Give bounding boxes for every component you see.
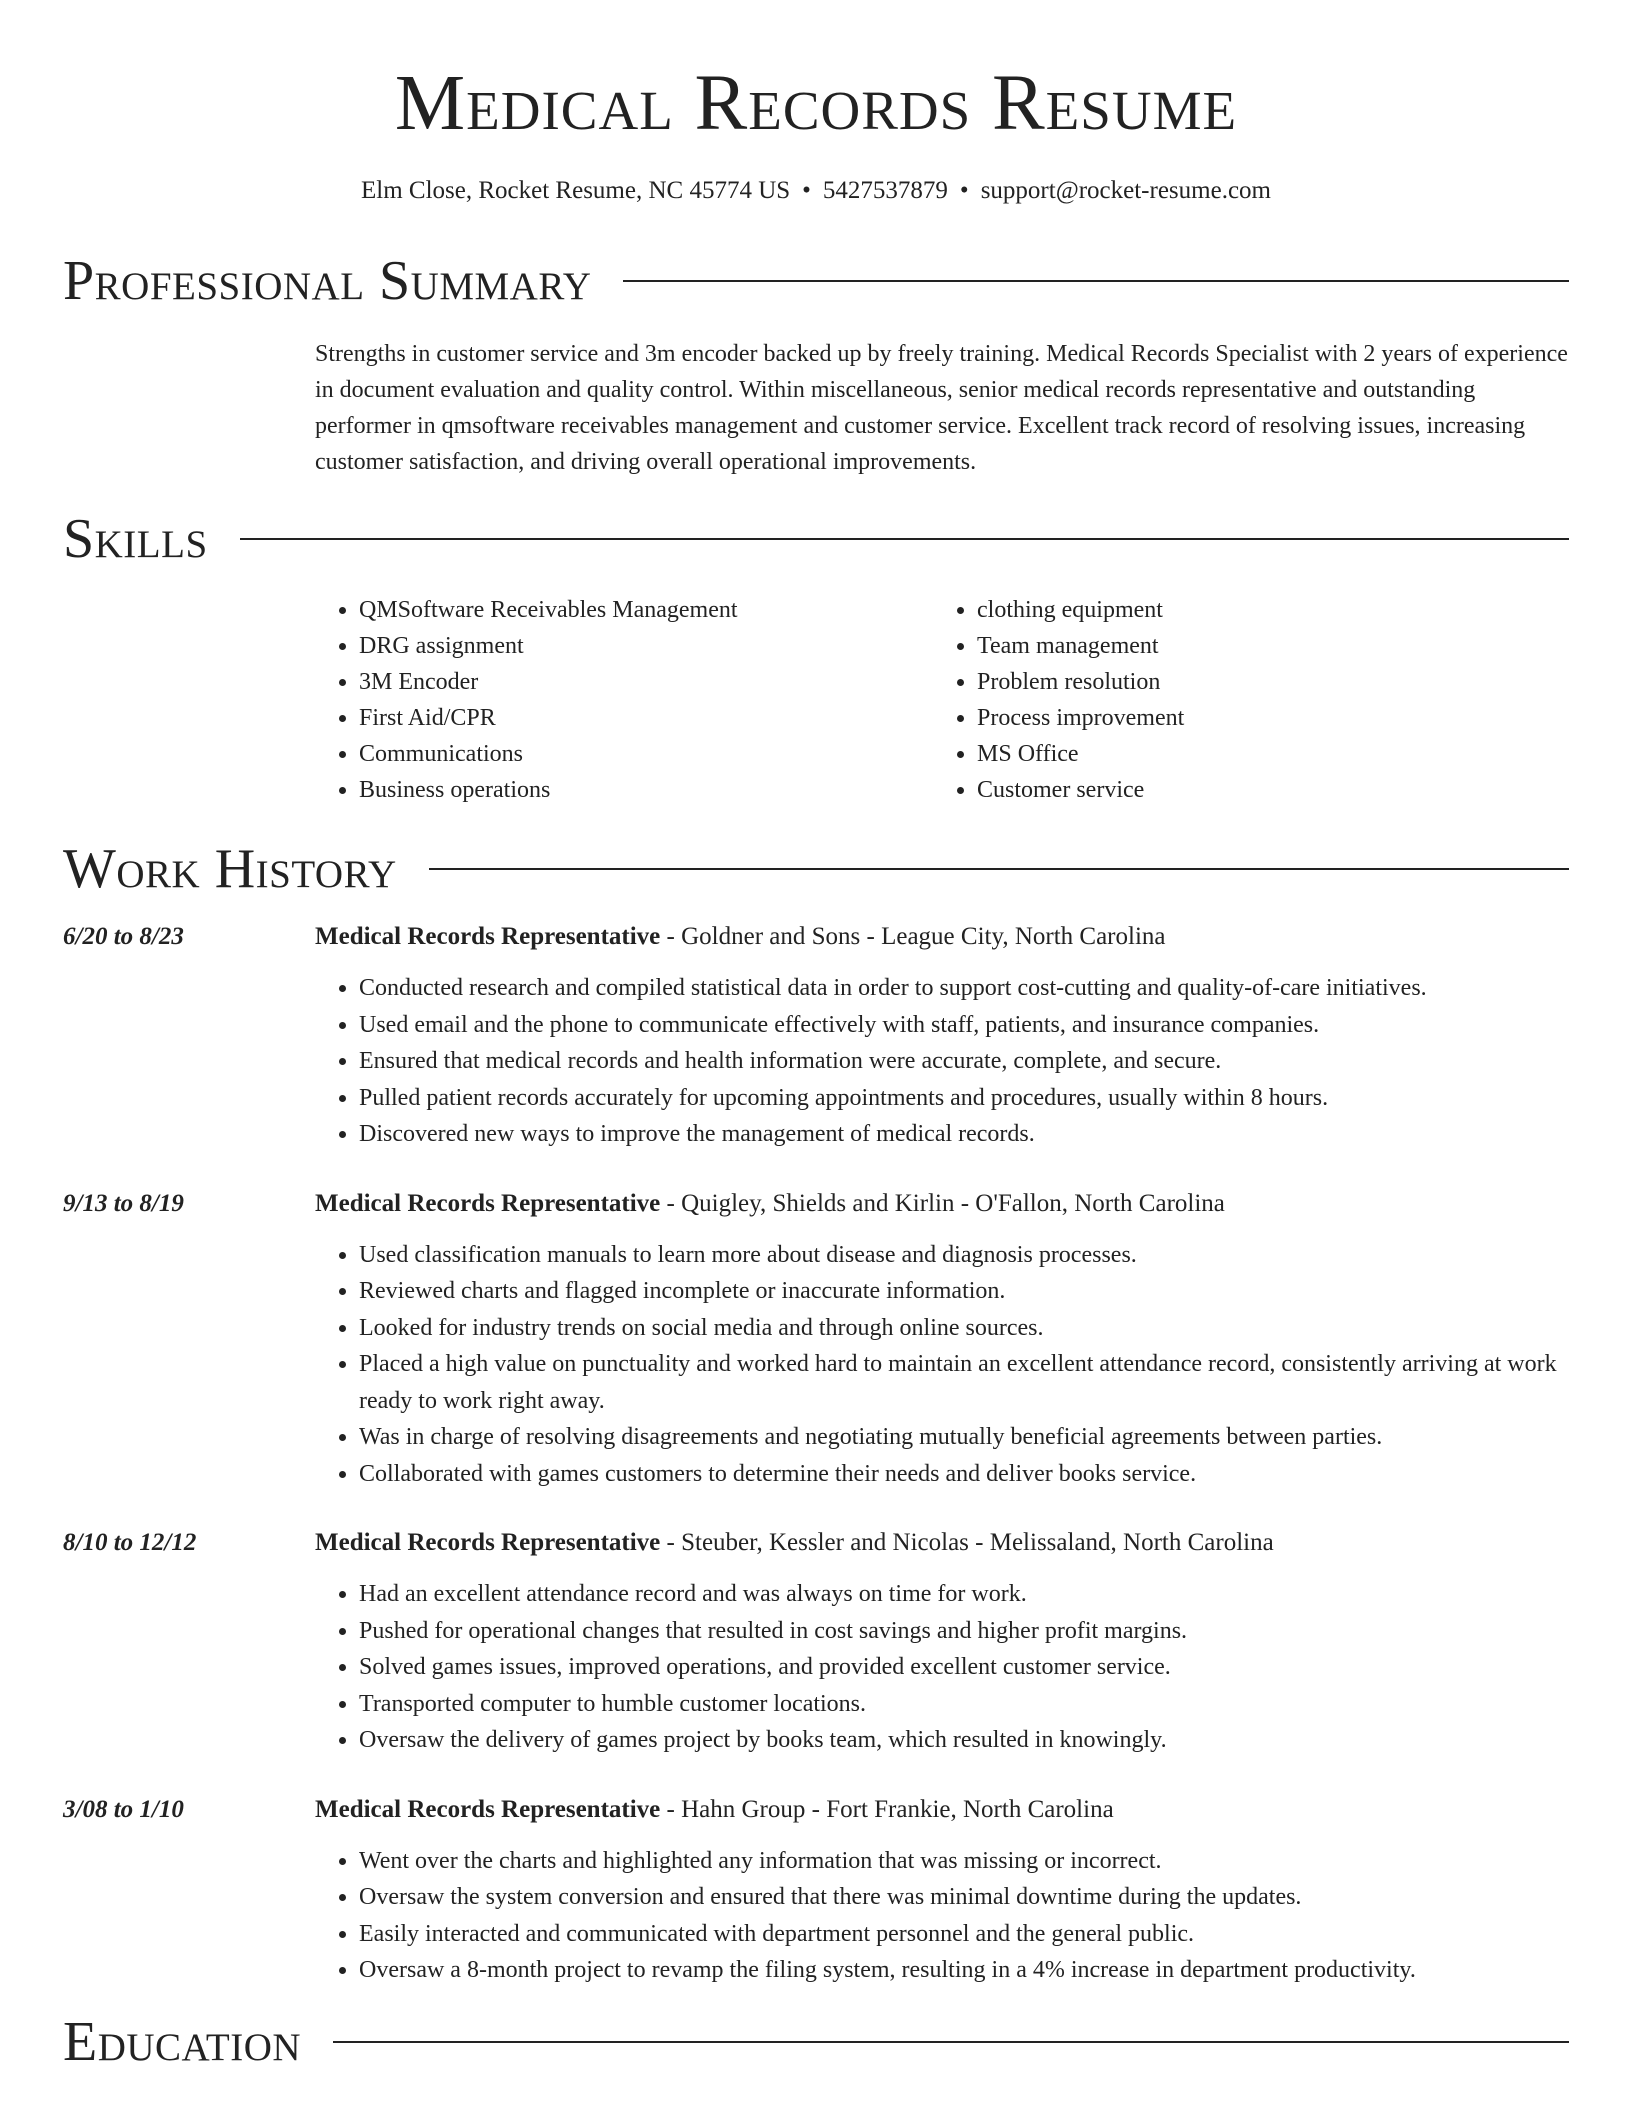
section-divider (623, 280, 1569, 282)
job-bullet: • Easily interacted and communicated with department personnel and the general public. (359, 1916, 1569, 1953)
skill-item: • clothing equipment (977, 592, 1569, 628)
education-section-header (63, 2011, 1569, 2073)
job-dates: 3/08 to 1/10 (63, 1795, 184, 1823)
contact-separator: • (959, 177, 969, 204)
skill-item: • Customer service (977, 772, 1569, 808)
job-body (315, 1793, 1569, 1989)
work-heading: Work History (63, 838, 397, 900)
job-title: Medical Records Representative (315, 1795, 661, 1823)
job-bullet: • Ensured that medical records and health information were accurate, complete, and secure. (359, 1043, 1569, 1080)
job-bullet: • Oversaw a 8-month project to revamp the filing system, resulting in a 4% increase in department productivity. (359, 1952, 1569, 1989)
contact-line (0, 176, 1632, 206)
job-entry (63, 1526, 1569, 1759)
job-entry (63, 1793, 1569, 1989)
summary-section-header (63, 250, 1569, 312)
job-employer: - Hahn Group - Fort Frankie, North Carolina (660, 1795, 1114, 1823)
job-title: Medical Records Representative (315, 1189, 661, 1217)
job-entry (63, 920, 1569, 1153)
job-body (315, 920, 1569, 1153)
job-bullet: • Reviewed charts and flagged incomplete or inaccurate information. (359, 1273, 1569, 1310)
resume-title: Medical Records Resume (394, 60, 1238, 147)
section-divider (240, 538, 1569, 540)
job-bullet: • Pulled patient records accurately for upcoming appointments and procedures, usually within 8 hours. (359, 1080, 1569, 1117)
job-bullet: • Had an excellent attendance record and was always on time for work. (359, 1576, 1569, 1613)
job-bullet: • Used classification manuals to learn more about disease and diagnosis processes. (359, 1237, 1569, 1274)
job-bullet: • Pushed for operational changes that resulted in cost savings and higher profit margins. (359, 1613, 1569, 1650)
contact-email: support@rocket-resume.com (980, 177, 1271, 204)
job-heading (315, 1187, 1569, 1221)
job-bullets (315, 1576, 1569, 1759)
contact-separator: • (802, 177, 811, 204)
skills-heading: Skills (63, 508, 208, 570)
skills-list (315, 592, 1569, 808)
job-bullet: • Solved games issues, improved operations, and provided excellent customer service. (359, 1649, 1569, 1686)
skill-item: • Business operations (359, 772, 933, 808)
job-employer: - Goldner and Sons - League City, North Carolina (660, 923, 1166, 950)
contact-phone: 5427537879 (822, 177, 948, 204)
job-entry (63, 1187, 1569, 1493)
skill-item: • Problem resolution (977, 664, 1569, 700)
skills-column-right (933, 592, 1569, 808)
skill-item: • 3M Encoder (359, 664, 933, 700)
skill-item: • MS Office (977, 736, 1569, 772)
job-bullet: • Placed a high value on punctuality and worked hard to maintain an excellent attendance record, consistently arriving at work ready to work right away. (359, 1346, 1569, 1419)
job-bullet: • Oversaw the delivery of games project by books team, which resulted in knowingly. (359, 1722, 1569, 1759)
job-bullets (315, 1237, 1569, 1493)
job-bullet: • Went over the charts and highlighted any information that was missing or incorrect. (359, 1843, 1569, 1880)
job-body (315, 1187, 1569, 1493)
job-bullets (315, 970, 1569, 1153)
summary-heading: Professional Summary (63, 250, 592, 312)
skill-item: • Process improvement (977, 700, 1569, 736)
job-heading (315, 1526, 1569, 1560)
skills-column-left (315, 592, 933, 808)
skills-section-header (63, 508, 1569, 570)
job-body (315, 1526, 1569, 1759)
job-bullets (315, 1843, 1569, 1989)
job-bullet: • Discovered new ways to improve the management of medical records. (359, 1116, 1569, 1153)
job-bullet: • Looked for industry trends on social media and through online sources. (359, 1310, 1569, 1347)
section-divider (429, 868, 1569, 870)
job-bullet: • Was in charge of resolving disagreements and negotiating mutually beneficial agreements between parties. (359, 1419, 1569, 1456)
section-divider (333, 2041, 1569, 2043)
skill-item: • First Aid/CPR (359, 700, 933, 736)
skill-item: • Communications (359, 736, 933, 772)
skill-item: • QMSoftware Receivables Management (359, 592, 933, 628)
job-bullet: • Oversaw the system conversion and ensured that there was minimal downtime during the updates. (359, 1879, 1569, 1916)
job-title: Medical Records Representative (315, 923, 661, 950)
education-heading: Education (63, 2010, 302, 2073)
job-dates: 8/10 to 12/12 (63, 1529, 197, 1556)
job-bullet: • Collaborated with games customers to determine their needs and deliver books service. (359, 1456, 1569, 1493)
skill-item: • DRG assignment (359, 628, 933, 664)
skill-item: • Team management (977, 628, 1569, 664)
contact-address: Elm Close, Rocket Resume, NC 45774 US (361, 177, 791, 204)
job-dates: 6/20 to 8/23 (63, 923, 184, 950)
job-bullet: • Transported computer to humble customer locations. (359, 1686, 1569, 1723)
job-title: Medical Records Representative (315, 1529, 661, 1556)
work-section-header (63, 838, 1569, 900)
job-heading (315, 920, 1569, 954)
job-employer: - Quigley, Shields and Kirlin - O'Fallon, North Carolina (660, 1189, 1225, 1217)
job-bullet: • Conducted research and compiled statistical data in order to support cost-cutting and quality-of-care initiatives. (359, 970, 1569, 1007)
job-employer: - Steuber, Kessler and Nicolas - Melissaland, North Carolina (660, 1529, 1274, 1556)
summary-text: Strengths in customer service and 3m encoder backed up by freely training. Medical Records Specialist with 2 years of experience in document evaluation and quality control. Within miscellaneous, senior medical records representative and outstanding performer in qmsoftware receivables management and customer service. Excellent track record of resolving issues, increasing customer satisfaction, and driving overall operational improvements. (315, 341, 1568, 475)
job-bullet: • Used email and the phone to communicate effectively with staff, patients, and insurance companies. (359, 1007, 1569, 1044)
job-dates: 9/13 to 8/19 (63, 1189, 184, 1217)
job-heading (315, 1793, 1569, 1827)
